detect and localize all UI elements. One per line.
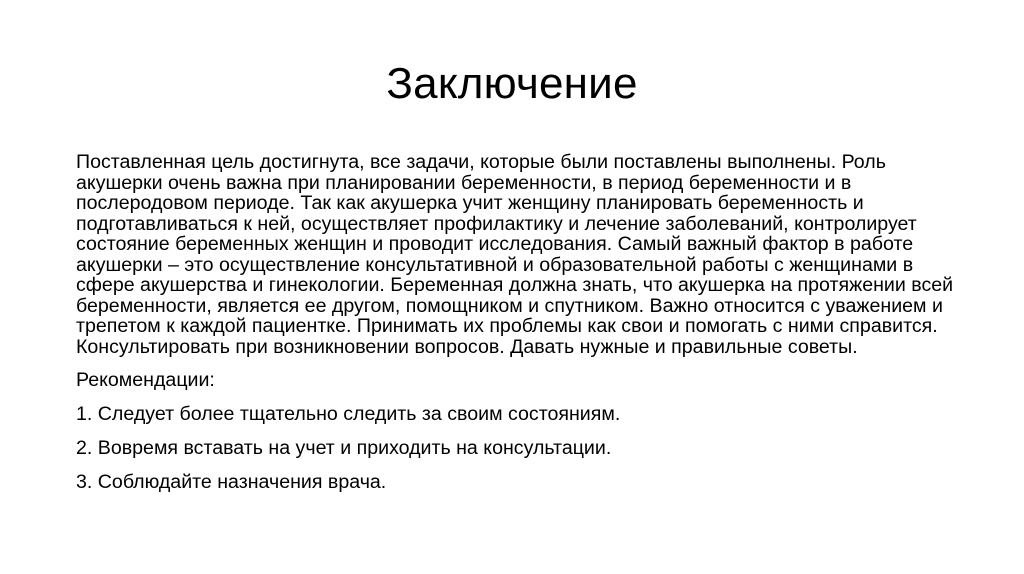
recommendation-item: 3. Соблюдайте назначения врача. [76, 471, 387, 493]
recommendation-item: 1. Следует более тщательно следить за своим состояниям. [76, 403, 621, 425]
recommendations-heading: Рекомендации: [76, 369, 215, 391]
conclusion-paragraph: Поставленная цель достигнута, все задачи, которые были поставлены выполнены. Роль акушерки очень важна при планировании беременности, в период беременности и в послеродовом периоде. Так как акушерка учит женщину планировать беременность и подготавливаться к ней, осуществляет профилактику и лечение заболеваний, контролирует состояние беременных женщин и проводит исследования. Самый важный фактор в работе акушерки – это осуществление консультативной и образовательной работы с женщинами в сфере акушерства и гинекологии. Беременная должна знать, что акушерка на протяжении всей беременности, является ее другом, помощником и спутником. Важно относится с уважением и трепетом к каждой пациентке. Принимать их проблемы как свои и помогать с ними справится. Консультировать при возникновении вопросов. Давать нужные и правильные советы. [76, 151, 954, 358]
slide-title: Заключение [386, 59, 638, 108]
recommendation-item: 2. Вовремя вставать на учет и приходить на консультации. [76, 437, 612, 459]
slide-body [76, 152, 956, 505]
